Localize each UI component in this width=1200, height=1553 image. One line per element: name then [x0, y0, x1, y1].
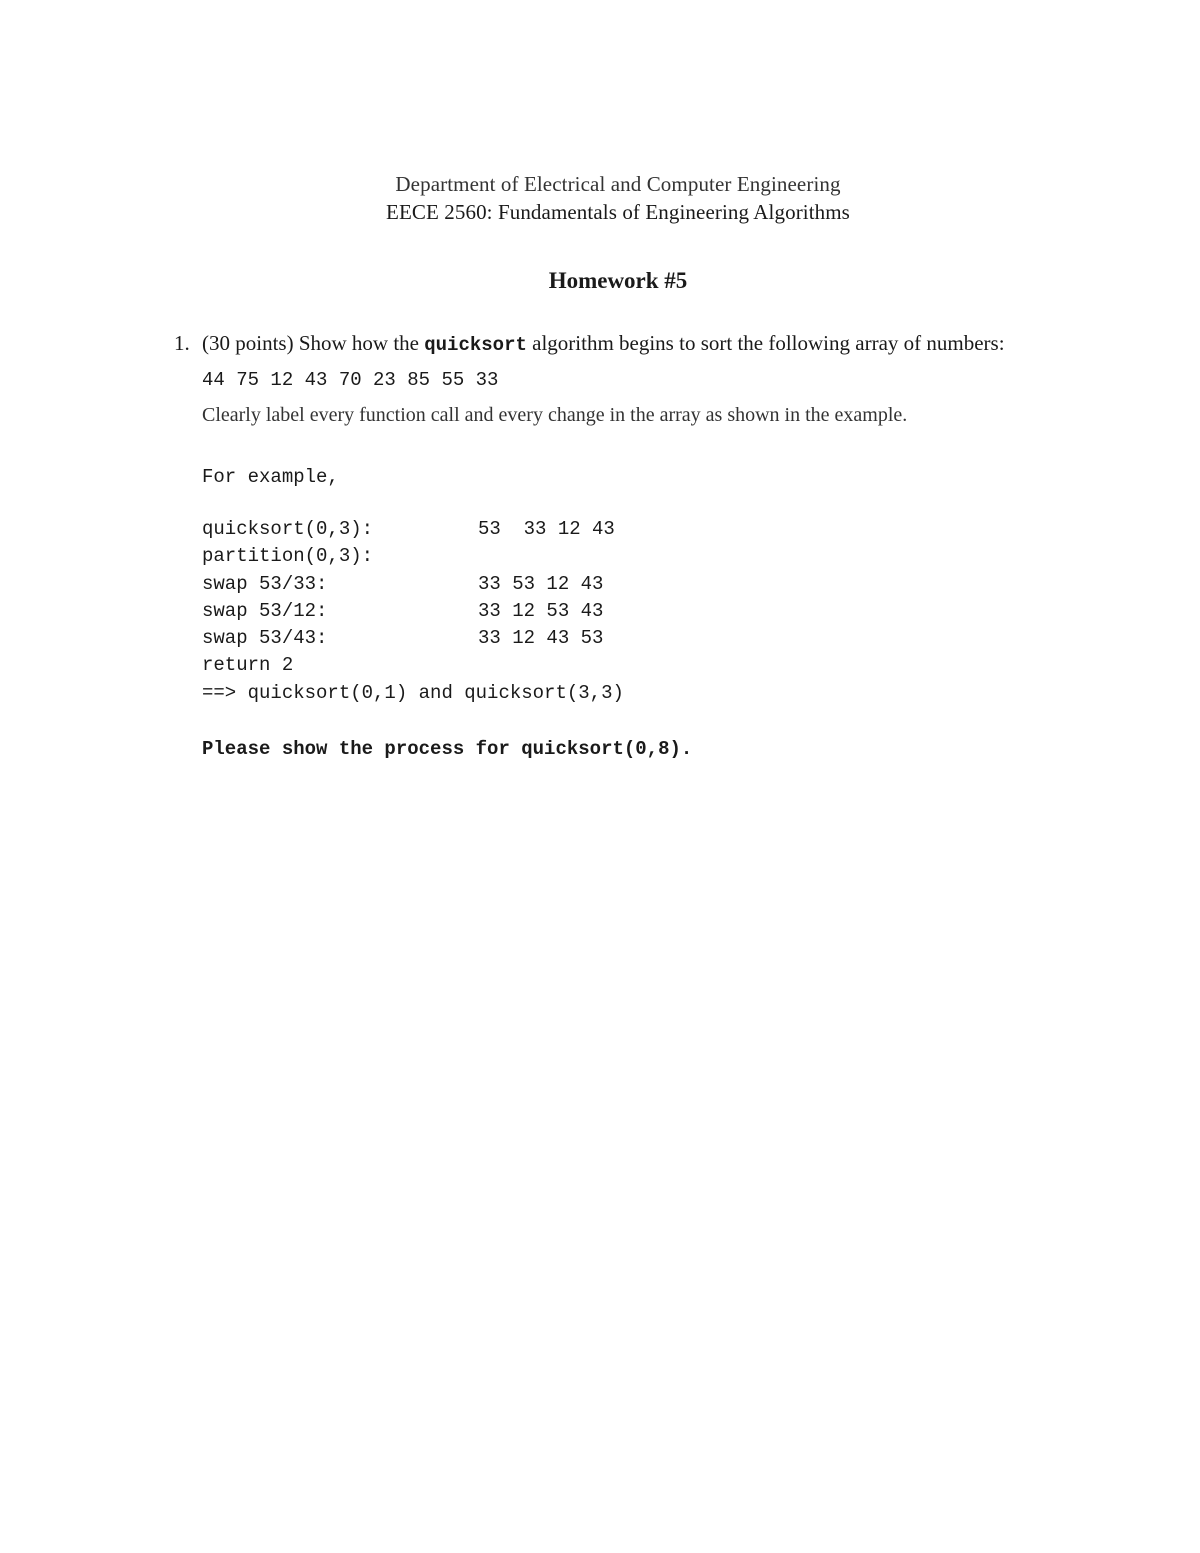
input-array: 44 75 12 43 70 23 85 55 33 — [202, 369, 499, 391]
example-row — [202, 682, 802, 709]
example-row-array: 33 12 43 53 — [478, 627, 604, 649]
example-row-label: swap 53/33: — [202, 573, 328, 595]
question-text — [202, 331, 1005, 356]
example-row — [202, 627, 802, 654]
example-row-label: partition(0,3): — [202, 545, 374, 567]
example-row-label: quicksort(0,3): — [202, 518, 374, 540]
example-row-array: 33 53 12 43 — [478, 573, 604, 595]
question-code-keyword: quicksort — [424, 334, 527, 356]
example-row-label: swap 53/43: — [202, 627, 328, 649]
question-instruction: Clearly label every function call and every change in the array as shown in the example. — [202, 404, 908, 426]
example-row-array: 53 33 12 43 — [478, 518, 615, 540]
process-prompt: Please show the process for quicksort(0,8). — [202, 738, 693, 760]
example-row — [202, 545, 802, 572]
page-title: Homework #5 — [548, 268, 688, 293]
question-text-before: (30 points) Show how the — [202, 331, 425, 355]
example-intro: For example, — [202, 466, 339, 488]
question-text-after: algorithm begins to sort the following array of numbers: — [526, 331, 1005, 355]
question-number: 1. — [174, 331, 190, 355]
department-heading: Department of Electrical and Computer Engineering — [395, 172, 841, 196]
example-row — [202, 654, 802, 681]
example-row — [202, 573, 802, 600]
example-row — [202, 600, 802, 627]
example-row-label: swap 53/12: — [202, 600, 328, 622]
example-row-label: ==> quicksort(0,1) and quicksort(3,3) — [202, 682, 624, 704]
example-row — [202, 518, 802, 545]
example-row-array: 33 12 53 43 — [478, 600, 604, 622]
example-row-label: return 2 — [202, 654, 294, 676]
course-heading: EECE 2560: Fundamentals of Engineering Algorithms — [386, 200, 850, 224]
